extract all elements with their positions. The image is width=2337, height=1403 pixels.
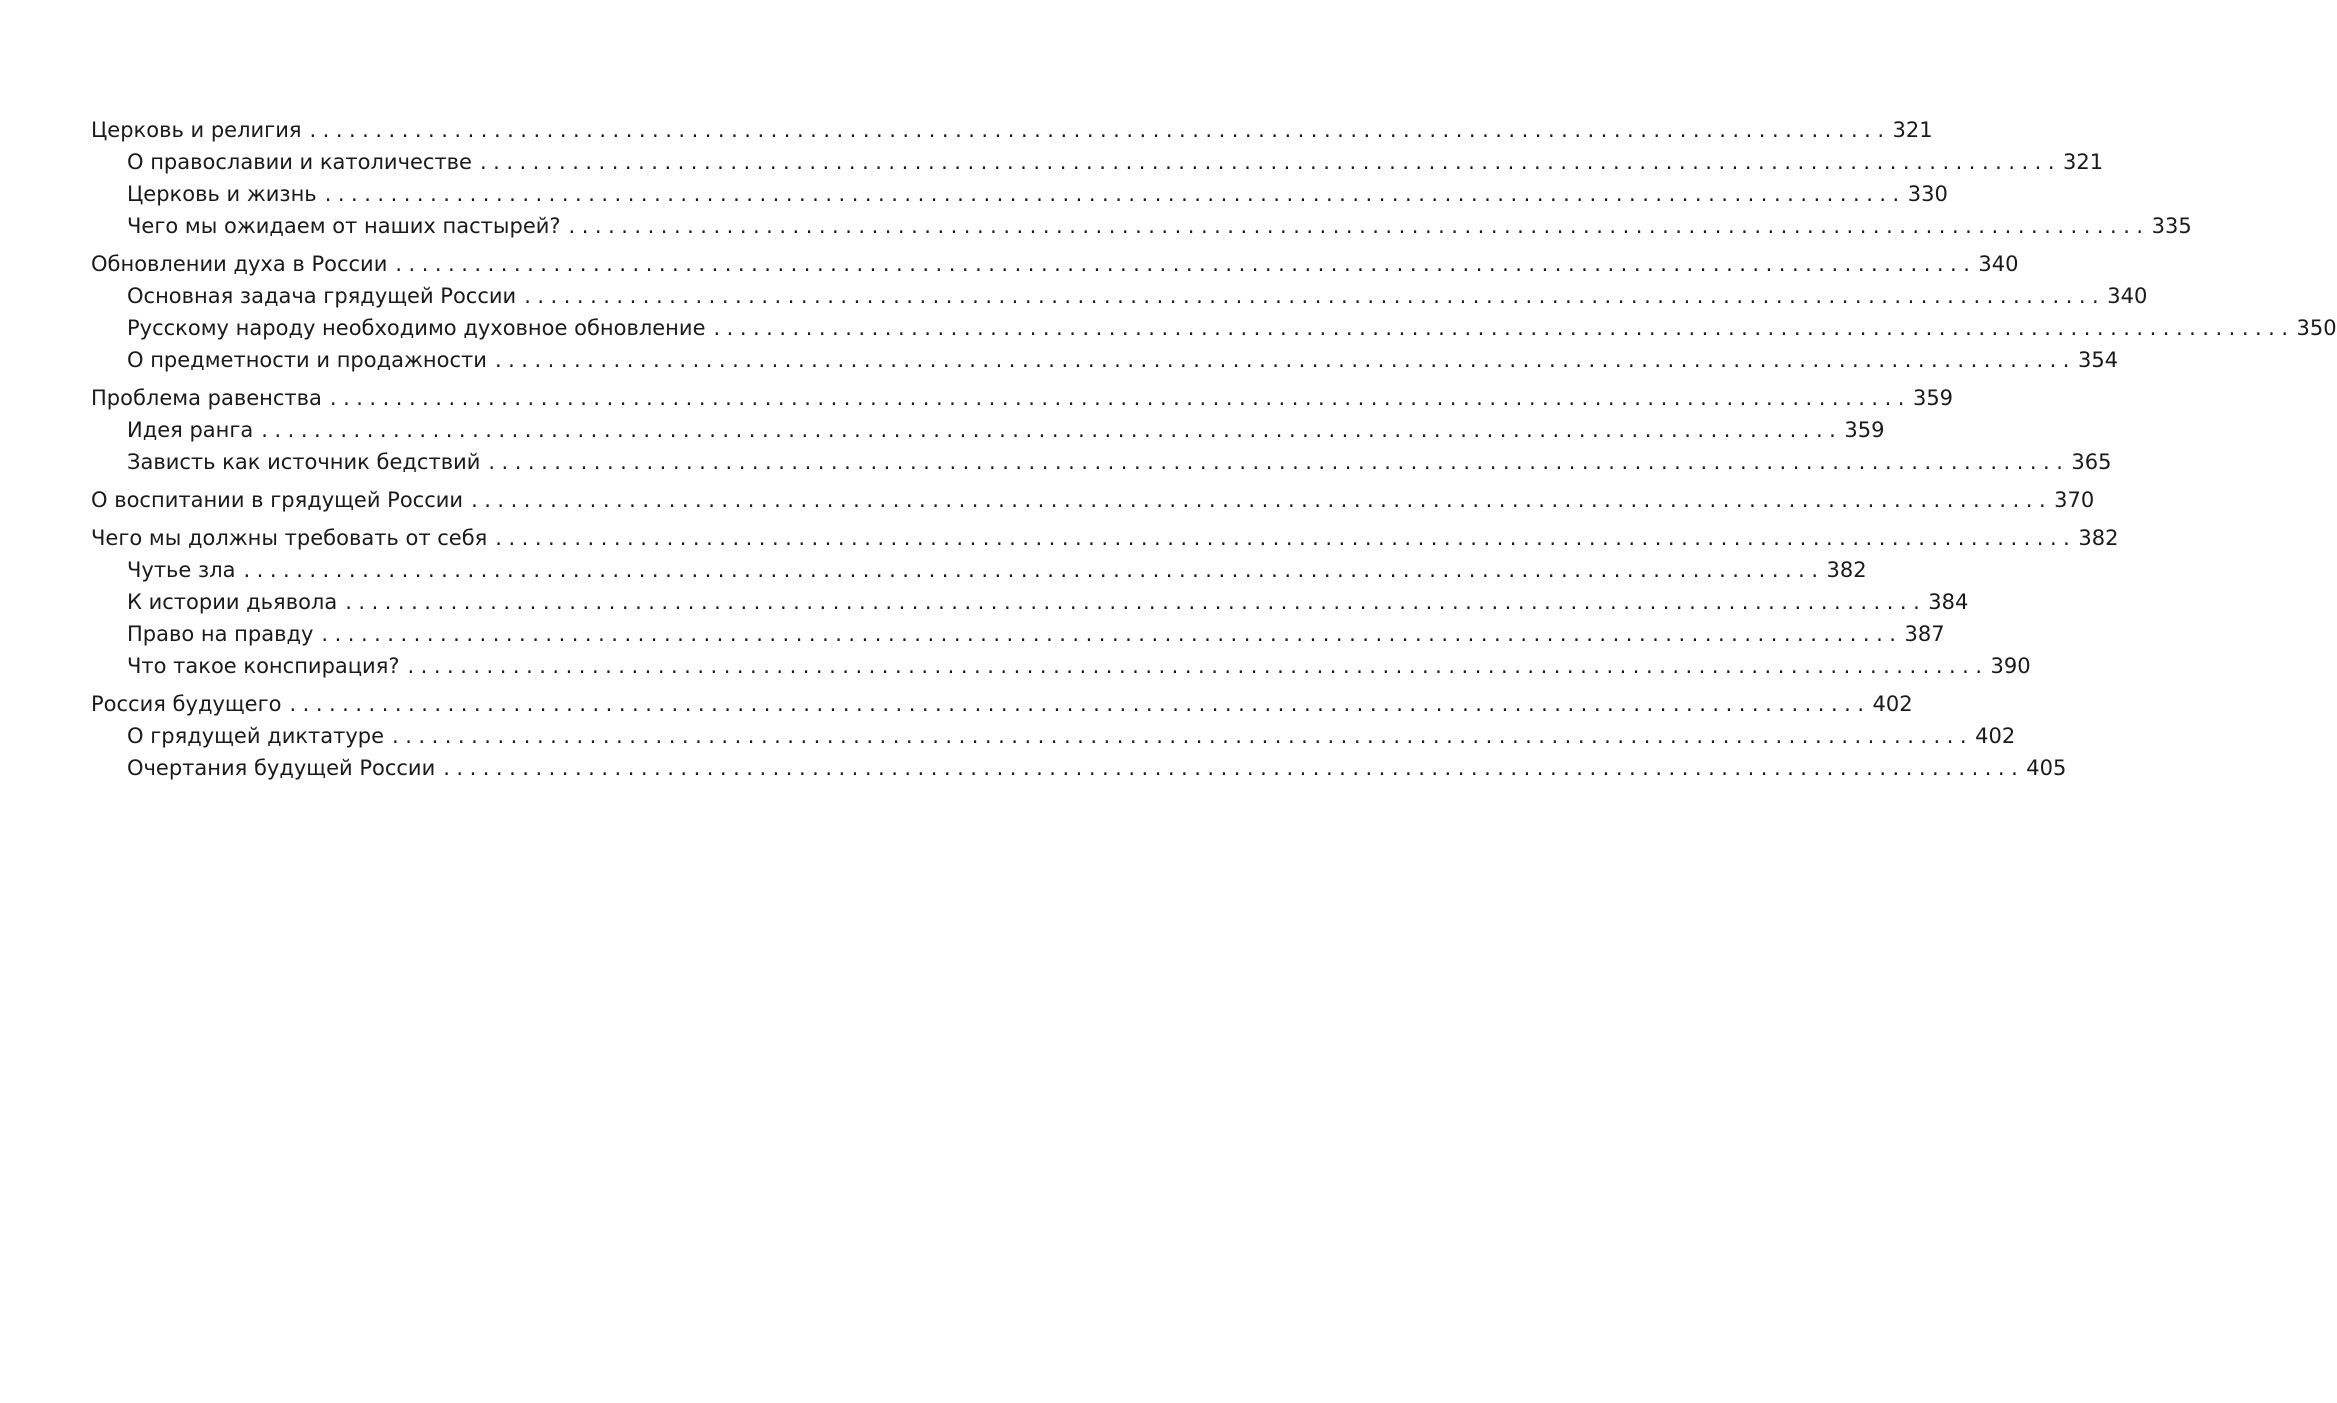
- dot-leader: ........................................................................................................................: [488, 450, 2070, 474]
- toc-entry-page: 340: [2107, 284, 2148, 308]
- toc-entry-title: О грядущей диктатуре: [127, 724, 385, 748]
- dot-leader: ........................................................................................................................: [495, 526, 2077, 550]
- toc-entry-title: Очертания будущей России: [127, 756, 436, 780]
- toc-chapter-entry[interactable]: [91, 484, 2095, 516]
- toc-entry-title: Россия будущего: [91, 692, 282, 716]
- toc-entry-title: Обновлении духа в России: [91, 252, 388, 276]
- dot-leader: ........................................................................................................................: [243, 558, 1825, 582]
- dot-leader: ........................................................................................................................: [392, 724, 1974, 748]
- toc-entry-title: Чутье зла: [127, 558, 236, 582]
- toc-entry-title: Право на правду: [127, 622, 314, 646]
- dot-leader: ........................................................................................................................: [345, 590, 1927, 614]
- toc-subsection-entry[interactable]: [91, 618, 1945, 650]
- toc-subsection-entry[interactable]: [91, 312, 2337, 344]
- toc-entry-title: К истории дьявола: [127, 590, 338, 614]
- toc-entry-page: 405: [2026, 756, 2067, 780]
- toc-section: [91, 248, 2337, 376]
- toc-subsection-entry[interactable]: [91, 210, 2192, 242]
- toc-entry-title: О предметности и продажности: [127, 348, 487, 372]
- toc-entry-page: 354: [2077, 348, 2119, 372]
- toc-entry-page: 370: [2054, 488, 2095, 512]
- toc-entry-page: 390: [1990, 654, 2031, 678]
- table-of-contents: [91, 114, 2337, 790]
- toc-subsection-entry[interactable]: [91, 146, 2104, 178]
- dot-leader: ........................................................................................................................: [324, 182, 1906, 206]
- dot-leader: ........................................................................................................................: [289, 692, 1871, 716]
- toc-entry-title: Русскому народу необходимо духовное обновление: [127, 316, 706, 340]
- toc-entry-title: Церковь и религия: [91, 118, 302, 142]
- toc-subsection-entry[interactable]: [91, 178, 1948, 210]
- dot-leader: ........................................................................................................................: [395, 252, 1977, 276]
- toc-entry-page: 359: [1912, 386, 1954, 410]
- toc-entry-page: 359: [1844, 418, 1885, 442]
- toc-entry-page: 387: [1904, 622, 1945, 646]
- toc-subsection-entry[interactable]: [91, 650, 2031, 682]
- toc-entry-title: Что такое конспирация?: [127, 654, 400, 678]
- toc-entry-title: Церковь и жизнь: [127, 182, 317, 206]
- toc-section: [91, 382, 2112, 478]
- toc-chapter-entry[interactable]: [91, 688, 1913, 720]
- toc-entry-title: О воспитании в грядущей России: [91, 488, 464, 512]
- toc-entry-title: Идея ранга: [127, 418, 254, 442]
- toc-section: [91, 114, 2192, 242]
- toc-entry-title: Основная задача грядущей России: [127, 284, 517, 308]
- toc-entry-page: 382: [1826, 558, 1867, 582]
- toc-entry-page: 350: [2296, 316, 2337, 340]
- toc-entry-page: 402: [1872, 692, 1913, 716]
- toc-chapter-entry[interactable]: [91, 382, 1954, 414]
- dot-leader: ........................................................................................................................: [471, 488, 2053, 512]
- toc-entry-page: 402: [1975, 724, 2016, 748]
- dot-leader: ........................................................................................................................: [479, 150, 2062, 174]
- toc-subsection-entry[interactable]: [91, 280, 2148, 312]
- toc-entry-page: 382: [2078, 526, 2119, 550]
- dot-leader: ........................................................................................................................: [261, 418, 1843, 442]
- toc-subsection-entry[interactable]: [91, 752, 2067, 784]
- toc-entry-title: Зависть как источник бедствий: [127, 450, 481, 474]
- toc-entry-title: Чего мы ожидаем от наших пастырей?: [127, 214, 561, 238]
- toc-section: [91, 688, 2067, 784]
- toc-entry-title: Проблема равенства: [91, 386, 322, 410]
- toc-section: [91, 522, 2119, 682]
- dot-leader: ........................................................................................................................: [568, 214, 2150, 238]
- dot-leader: ........................................................................................................................: [407, 654, 1989, 678]
- toc-entry-page: 330: [1907, 182, 1948, 206]
- toc-subsection-entry[interactable]: [91, 344, 2119, 376]
- dot-leader: ........................................................................................................................: [494, 348, 2076, 372]
- toc-entry-page: 335: [2151, 214, 2192, 238]
- toc-entry-page: 321: [1892, 118, 1933, 142]
- toc-chapter-entry[interactable]: [91, 114, 1933, 146]
- toc-section: [91, 484, 2095, 516]
- toc-entry-page: 340: [1978, 252, 2019, 276]
- dot-leader: ........................................................................................................................: [524, 284, 2106, 308]
- dot-leader: ........................................................................................................................: [329, 386, 1911, 410]
- toc-entry-page: 384: [1928, 590, 1969, 614]
- toc-subsection-entry[interactable]: [91, 720, 2016, 752]
- dot-leader: ........................................................................................................................: [309, 118, 1891, 142]
- toc-subsection-entry[interactable]: [91, 414, 1885, 446]
- toc-entry-title: Чего мы должны требовать от себя: [91, 526, 488, 550]
- toc-entry-title: О православии и католичестве: [127, 150, 472, 174]
- toc-entry-page: 365: [2071, 450, 2112, 474]
- dot-leader: ........................................................................................................................: [443, 756, 2025, 780]
- toc-chapter-entry[interactable]: [91, 248, 2019, 280]
- toc-entry-page: 321: [2063, 150, 2104, 174]
- toc-subsection-entry[interactable]: [91, 586, 1969, 618]
- dot-leader: ........................................................................................................................: [713, 316, 2295, 340]
- toc-subsection-entry[interactable]: [91, 446, 2112, 478]
- toc-chapter-entry[interactable]: [91, 522, 2119, 554]
- dot-leader: ........................................................................................................................: [321, 622, 1903, 646]
- toc-subsection-entry[interactable]: [91, 554, 1867, 586]
